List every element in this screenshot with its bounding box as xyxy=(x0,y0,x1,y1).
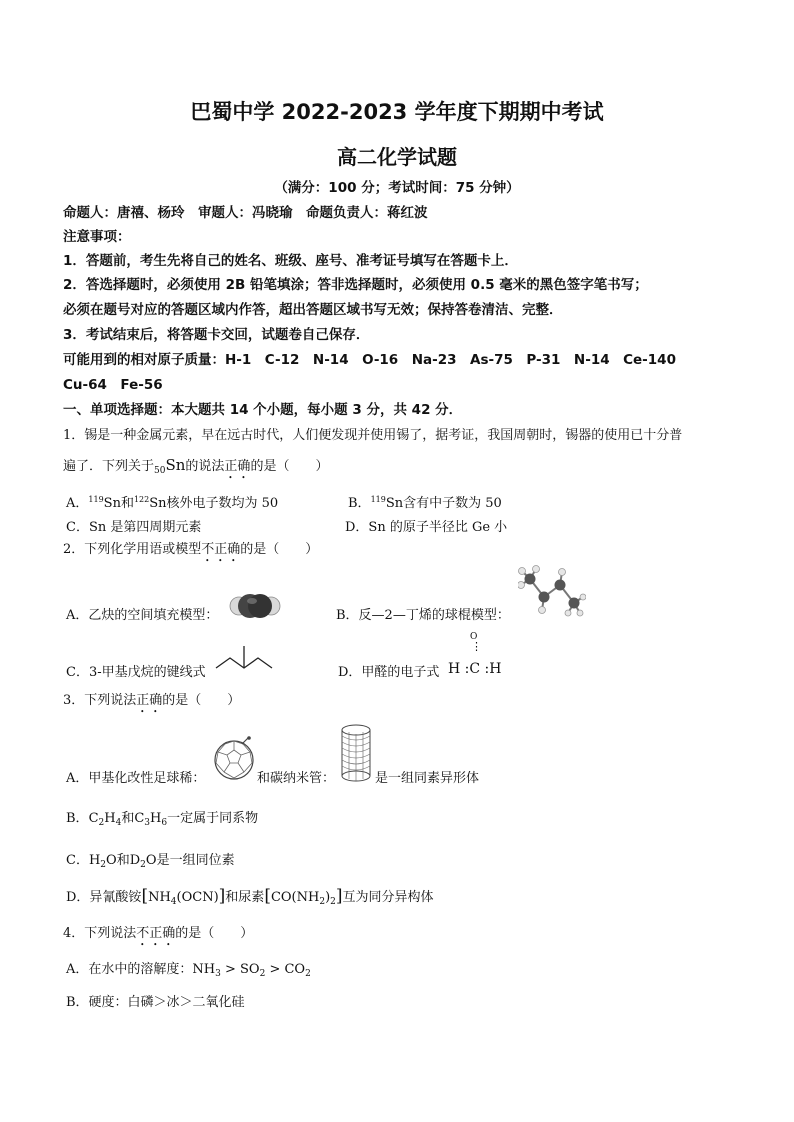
q1-stem-cont: 遍了．下列关于$_{50}$Sn的说法正确的是（ ） xyxy=(63,456,329,476)
exam-title: 巴蜀中学 2022-2023 学年度下期期中考试 xyxy=(190,100,604,124)
notice-item-2: 2．答选择题时，必须使用 2B 铅笔填涂；答非选择题时，必须使用 0.5 毫米的黑色签字笔书写； xyxy=(63,277,648,293)
q1-stem: 1．锡是一种金属元素，早在远古时代，人们便发现并使用锡了，据考证，我国周朝时，锡器的使用已十分普 xyxy=(63,428,683,443)
q1-option-a: A．$^{119}$Sn和$^{122}$Sn核外电子数均为 50 xyxy=(66,495,279,511)
q3-stem: 3．下列说法正确的是（ ） xyxy=(63,693,241,708)
q3-option-c: C．$H_2O$和$D_2O$是一组同位素 xyxy=(66,853,235,870)
atomic-masses-cont: Cu-64 Fe-56 xyxy=(63,377,163,393)
q4-stem: 4．下列说法不正确的是（ ） xyxy=(63,926,254,941)
section-heading: 一、单项选择题：本大题共 14 个小题，每小题 3 分，共 42 分． xyxy=(63,402,463,418)
q4-option-a: A．在水中的溶解度：$NH_3 > SO_2 > CO_2$ xyxy=(66,962,311,979)
notice-item-1: 1．答题前，考生先将自己的姓名、班级、座号、准考证号填写在答题卡上． xyxy=(63,253,518,269)
notice-item-2-cont: 必须在题号对应的答题区域内作答，超出答题区域书写无效；保持答卷清洁、完整． xyxy=(63,302,563,318)
fullerene-image xyxy=(212,736,256,782)
exam-authors: 命题人：唐禧、杨玲 审题人：冯晓瑜 命题负责人：蒋红波 xyxy=(63,205,428,221)
q2-option-a: A．乙炔的空间填充模型： xyxy=(66,608,219,623)
3-methylpentane-skeletal-formula-image xyxy=(214,640,276,676)
q3-option-a-part1: A．甲基化改性足球稀： xyxy=(66,771,206,786)
exam-subject: 高二化学试题 xyxy=(337,145,457,169)
q3-emphasis: 正确 xyxy=(136,693,163,708)
q3-option-b: B．$C_2H_4$和$C_3H_6$一定属于同系物 xyxy=(66,811,259,828)
q3-option-a-part3: 是一组同素异形体 xyxy=(375,771,480,786)
q3-option-d: D．异氰酸铵$[NH_4(OCN)]$和尿素$[CO(NH_2)_2]$互为同分异构体 xyxy=(66,886,434,907)
q1-option-c: C．Sn 是第四周期元素 xyxy=(66,520,202,535)
q2-stem: 2．下列化学用语或模型不正确的是（ ） xyxy=(63,542,319,557)
trans-2-butene-ball-stick-model-image xyxy=(518,563,586,619)
q2-emphasis: 不正确 xyxy=(201,542,241,557)
atomic-masses: 可能用到的相对原子质量：H-1 C-12 N-14 O-16 Na-23 As-75 P-31 N-14 Ce-140 xyxy=(63,352,676,368)
q1-option-d: D．Sn 的原子半径比 Ge 小 xyxy=(345,520,508,535)
q4-emphasis: 不正确 xyxy=(136,926,176,941)
q1-option-b: B．$^{119}$Sn含有中子数为 50 xyxy=(348,495,502,511)
formaldehyde-oxygen-label: O xyxy=(470,632,478,642)
formaldehyde-electron-formula: H :C :H xyxy=(448,661,502,677)
exam-meta: （满分：100 分；考试时间：75 分钟） xyxy=(274,180,520,196)
q4-option-b: B．硬度：白磷＞冰＞二氧化硅 xyxy=(66,995,245,1010)
notice-heading: 注意事项： xyxy=(63,229,131,245)
q2-option-b: B．反—2—丁烯的球棍模型： xyxy=(336,608,510,623)
notice-item-3: 3．考试结束后，将答题卡交回，试题卷自己保存． xyxy=(63,327,370,343)
formaldehyde-double-bond-dots: ⋮ xyxy=(471,640,482,653)
carbon-nanotube-image xyxy=(338,724,374,782)
q3-option-a-part2: 和碳纳米管： xyxy=(257,771,336,786)
q2-option-c: C．3-甲基戊烷的键线式 xyxy=(66,665,206,680)
acetylene-space-filling-model-image xyxy=(226,590,284,622)
q1-emphasis: 正确 xyxy=(224,459,251,474)
q2-option-d: D．甲醛的电子式 xyxy=(338,665,440,680)
